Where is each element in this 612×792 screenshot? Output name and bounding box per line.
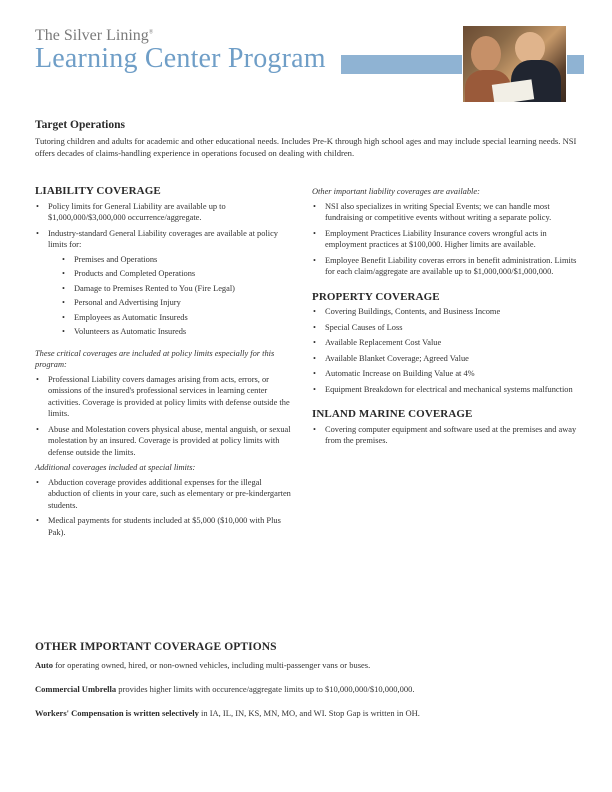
list-item: • Employment Practices Liability Insurance covers wrongful acts in employment practices at $100,000. Higher limits are available. — [312, 228, 577, 251]
list-item: • Equipment Breakdown for electrical and mechanical systems malfunction — [312, 384, 577, 396]
special-limits-list — [35, 477, 295, 539]
auto-text: for operating owned, hired, or non-owned vehicles, including multi-passenger vans or buses. — [52, 660, 371, 670]
list-item: • Employee Benefit Liability coveras errors in benefit administration. Limits for each claim/aggregate are available up to $1,000,000/$1,000,000. — [312, 255, 577, 278]
list-item-text: Industry-standard General Liability coverages are available at policy limits for: — [48, 228, 278, 249]
list-item: • Medical payments for students included at $5,000 ($10,000 with Plus Pak). — [35, 515, 295, 538]
list-item: • Covering computer equipment and software used at the premises and away from the premises. — [312, 424, 577, 447]
other-liability-list — [312, 201, 577, 278]
target-operations-text: Tutoring children and adults for academic and other educational needs. Includes Pre-K through high school ages and may include special learning needs. NSI offers decades of claims-handling experience in operations focused on dealing with children. — [35, 136, 577, 158]
umbrella-text: provides higher limits with occurence/aggregate limits up to $10,000,000/$10,000,000. — [116, 684, 415, 694]
list-item: • Abuse and Molestation covers physical abuse, mental anguish, or sexual molestation by an insured. Coverage is provided at policy limits with defense outside the limits. — [35, 424, 295, 459]
other-options-section — [35, 641, 580, 731]
other-liability-intro: Other important liability coverages are available: — [312, 187, 480, 196]
program-small-text: The Silver Lining — [35, 27, 149, 44]
list-item: • Products and Completed Operations — [61, 268, 295, 280]
property-coverage-title: PROPERTY COVERAGE — [312, 290, 440, 303]
list-item: • Available Blanket Coverage; Agreed Value — [312, 353, 577, 365]
list-item: • Volunteers as Automatic Insureds — [61, 326, 295, 338]
right-column — [312, 186, 577, 451]
list-item — [35, 228, 295, 338]
list-item: • Covering Buildings, Contents, and Business Income — [312, 306, 577, 318]
other-options-title: OTHER IMPORTANT COVERAGE OPTIONS — [35, 641, 277, 653]
workers-comp-paragraph — [35, 707, 580, 719]
special-limits-intro: Additional coverages included at special limits: — [35, 463, 196, 472]
workers-comp-text: in IA, IL, IN, KS, MN, MO, and WI. Stop Gap is written in OH. — [198, 708, 420, 718]
list-item: • Premises and Operations — [61, 254, 295, 266]
critical-coverages-intro: These critical coverages are included at policy limits especially for this program: — [35, 348, 275, 369]
page-title: Learning Center Program — [35, 43, 326, 74]
target-operations-heading: Target Operations — [35, 119, 125, 131]
students-photo-icon — [462, 25, 567, 103]
liability-sublist — [48, 254, 295, 338]
liability-list — [35, 201, 295, 338]
list-item: • Special Causes of Loss — [312, 322, 577, 334]
critical-coverages-list — [35, 374, 295, 459]
inland-marine-title: INLAND MARINE COVERAGE — [312, 408, 473, 420]
list-item: • Damage to Premises Rented to You (Fire Legal) — [61, 283, 295, 295]
umbrella-label: Commercial Umbrella — [35, 684, 117, 694]
list-item: • Personal and Advertising Injury — [61, 297, 295, 309]
list-item: • Employees as Automatic Insureds — [61, 312, 295, 324]
list-item: • Abduction coverage provides additional expenses for the illegal abduction of clients in your care, such as elementary or pre-kindergarten students. — [35, 477, 295, 512]
left-column — [35, 186, 295, 542]
list-item: • Policy limits for General Liability are available up to $1,000,000/$3,000,000 occurrence/aggregate. — [35, 201, 295, 224]
list-item: • Automatic Increase on Building Value at 4% — [312, 368, 577, 380]
liability-coverage-title: LIABILITY COVERAGE — [35, 185, 161, 197]
list-item: • Available Replacement Cost Value — [312, 337, 577, 349]
auto-paragraph — [35, 659, 580, 671]
umbrella-paragraph — [35, 683, 580, 695]
registered-mark: ® — [148, 29, 154, 36]
auto-label: Auto — [35, 660, 53, 670]
property-list — [312, 306, 577, 395]
list-item: • Professional Liability covers damages arising from acts, errors, or omissions of the insured's professional services in learning center activities. Coverage is provided at policy limits with defense outside the limits. — [35, 374, 295, 420]
inland-marine-list — [312, 424, 577, 447]
workers-comp-label: Workers' Compensation is written selectively — [35, 708, 199, 718]
list-item: • NSI also specializes in writing Special Events; we can handle most fundraising or competitive events without writing a separate policy. — [312, 201, 577, 224]
